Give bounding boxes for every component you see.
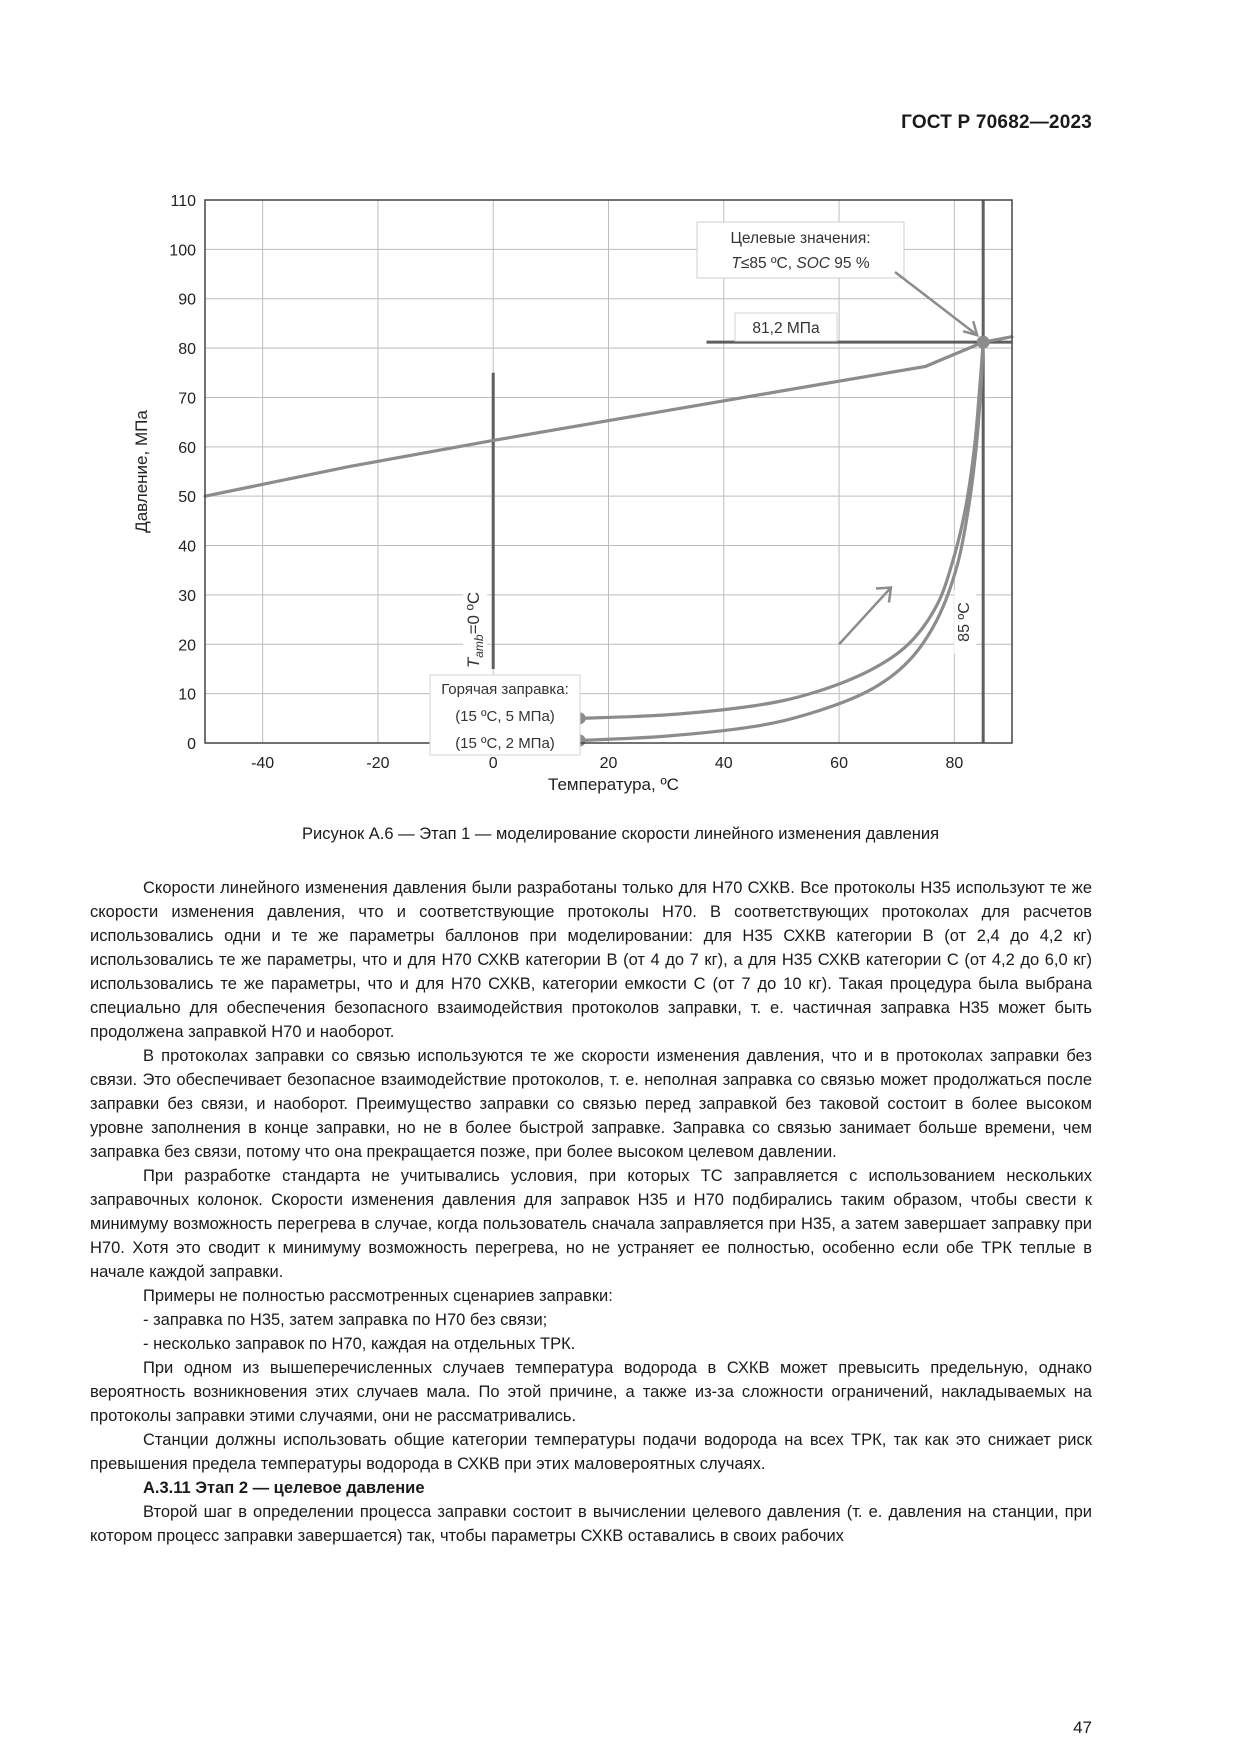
y-tick-label: 30 bbox=[178, 587, 196, 605]
x-tick-label: 0 bbox=[488, 755, 498, 772]
x-tick-label: -40 bbox=[251, 755, 275, 772]
rising-arrow-line bbox=[839, 588, 891, 645]
x-tick-label: -20 bbox=[366, 755, 390, 772]
x-tick-label: 60 bbox=[830, 755, 848, 772]
y-tick-label: 40 bbox=[178, 538, 196, 556]
target-values-soc: SOC bbox=[796, 255, 830, 272]
y-tick-label: 110 bbox=[170, 193, 196, 210]
x-tick-label: 20 bbox=[599, 755, 618, 772]
y-tick-label: 70 bbox=[178, 390, 196, 408]
paragraph: Скорости линейного изменения давления были разработаны только для Н70 СХКВ. Все протоколы Н35 используют те же скорости изменения давления, что и соответствующие протоколы Н70. В соответствующих протоколах для расчетов использовались одни и те же параметры баллонов при моделировании: для Н35 СХКВ категории В (от 2,4 до 4,2 кг) использовались те же параметры, что и для Н70 СХКВ категории В (от 4 до 7 кг), а для Н35 СХКВ категории С (от 4,2 до 6,0 кг) использовались те же параметры, что и для Н70 СХКВ, категории емкости С (от 7 до 10 кг). Такая процедура была выбрана специально для обеспечения безопасного взаимодействия протоколов заправки, т. е. частичная заправка Н35 может быть продолжена заправкой Н70 и наоборот. bbox=[90, 879, 1092, 1041]
pressure-label: 81,2 МПа bbox=[752, 320, 820, 337]
figure-caption: Рисунок А.6 — Этап 1 — моделирование скорости линейного изменения давления bbox=[301, 825, 940, 843]
target-point bbox=[977, 336, 990, 349]
y-tick-label: 20 bbox=[178, 637, 196, 655]
tamb-symbol: T bbox=[464, 657, 484, 669]
hot-fill-case-2: (15 ºС, 2 МПа) bbox=[455, 735, 555, 752]
y-axis-label: Давление, МПа bbox=[132, 410, 151, 533]
list-item: - заправка по Н35, затем заправка по Н70 без связи; bbox=[143, 1311, 548, 1329]
paragraph: При разработке стандарта не учитывались условия, при которых ТС заправляется с использованием нескольких заправочных колонок. Скорости изменения давления для заправок Н35 и Н70 подбирались таким образом, чтобы свести к минимуму возможность перегрева в случае, когда пользователь сначала заправляется при Н35, а затем завершает заправку при Н70. Хотя это сводит к минимуму возможность перегрева, но не устраняет ее полностью, особенно если обе ТРК теплые в начале каждой заправки. bbox=[90, 1167, 1092, 1281]
y-tick-label: 90 bbox=[178, 291, 196, 309]
document-code: ГОСТ Р 70682—2023 bbox=[901, 112, 1092, 133]
x-tick-label: 40 bbox=[714, 755, 733, 772]
page-number: 47 bbox=[1073, 1718, 1092, 1737]
x-tick-label: 80 bbox=[945, 755, 964, 772]
hot-fill-title: Горячая заправка: bbox=[441, 681, 569, 698]
y-tick-label: 60 bbox=[178, 439, 196, 457]
series-line-hot-fill bbox=[580, 342, 984, 718]
hot-fill-case-1: (15 ºС, 5 МПа) bbox=[455, 708, 555, 725]
y-tick-label: 50 bbox=[178, 489, 196, 507]
x-axis-label: Температура, ºС bbox=[548, 775, 679, 794]
y-tick-label: 10 bbox=[178, 686, 196, 704]
series-line-hot-fill bbox=[580, 342, 984, 740]
chart-reference-lines bbox=[493, 200, 1012, 743]
paragraph: Второй шаг в определении процесса заправки состоит в вычислении целевого давления (т. е. давления на станции, при котором процесс заправки завершается) так, чтобы параметры СХКВ оставались в своих рабочих bbox=[90, 1503, 1092, 1545]
y-tick-label: 100 bbox=[169, 242, 196, 260]
paragraph: При одном из вышеперечисленных случаев температура водорода в СХКВ может превысить предельную, однако вероятность возникновения этих случаев мала. По этой причине, а также из-за сложности ограничений, накладываемых на протоколы заправки этими случаями, они не рассматривались. bbox=[90, 1359, 1092, 1425]
section-heading: А.3.11 Этап 2 — целевое давление bbox=[143, 1479, 425, 1497]
limit-temperature-label: 85 ºC bbox=[956, 602, 974, 642]
paragraph: Примеры не полностью рассмотренных сценариев заправки: bbox=[143, 1287, 613, 1305]
pressure-temperature-chart bbox=[0, 0, 1241, 820]
target-arrow-line bbox=[895, 272, 977, 335]
y-tick-label: 80 bbox=[178, 341, 196, 359]
target-values-soc-level: 95 % bbox=[829, 255, 870, 272]
list-item: - несколько заправок по Н70, каждая на отдельных ТРК. bbox=[143, 1335, 576, 1353]
target-values-temp: ≤85 ºC, bbox=[740, 255, 797, 272]
target-values-detail bbox=[731, 255, 869, 272]
target-values-t: T bbox=[731, 255, 741, 272]
paragraph: Станции должны использовать общие категории температуры подачи водорода на всех ТРК, так как это снижает риск превышения предела температуры водорода в СХКВ при этих маловероятных случаях. bbox=[90, 1431, 1092, 1473]
paragraph: В протоколах заправки со связью используются те же скорости изменения давления, что и в протоколах заправки без связи. Это обеспечивает безопасное взаимодействие протоколов, т. е. неполная заправка со связью может продолжаться после заправки без связи, и наоборот. Преимущество заправки со связью перед заправкой без таковой состоит в более высоком уровне заполнения в конце заправки, но не в более быстрой заправке. Заправка со связью занимает больше времени, чем заправка без связи, потому что она прекращается позже, при более высоком целевом давлении. bbox=[90, 1047, 1092, 1161]
target-values-title: Целевые значения: bbox=[730, 230, 871, 247]
y-tick-label: 0 bbox=[187, 736, 196, 753]
body-text bbox=[90, 876, 1092, 1548]
tamb-value: =0 ºC bbox=[464, 591, 484, 635]
tamb-subscript: amb bbox=[472, 634, 487, 658]
